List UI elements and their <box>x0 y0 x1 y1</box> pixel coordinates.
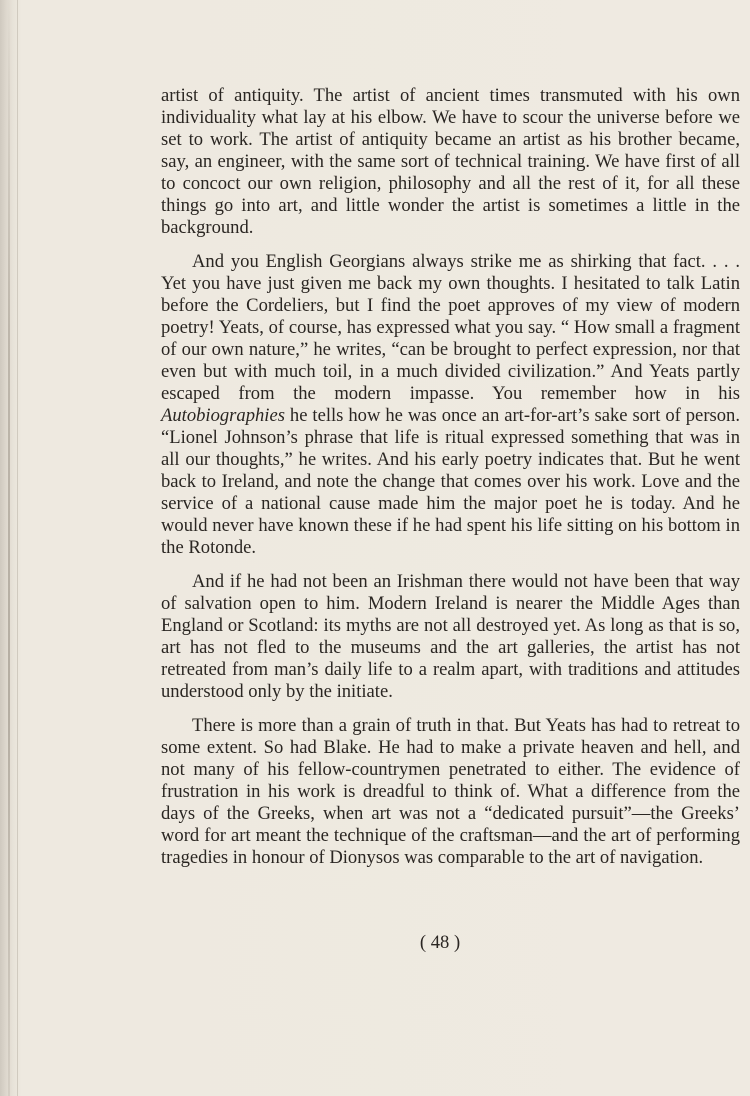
paragraph-4 <box>161 715 740 869</box>
body-text <box>161 85 740 881</box>
paragraph-2-text-a: And you English Georgians always strike me as shirking that fact. . . . Yet you have just given me back my own thoughts. I hesitated to talk Latin before the Cordeliers, but I find the poet approves of my view of modern poetry! Yeats, of course, has expressed what you say. “ How small a fragment of our own nature,” he writes, “can be brought to perfect expression, nor that even but with much toil, in a much divided civilization.” And Yeats partly escaped from the modern impasse. You remember how in his <box>161 251 740 404</box>
paragraph-1 <box>161 85 740 239</box>
paragraph-3-text: And if he had not been an Irishman there would not have been that way of salvation open to him. Modern Ireland is nearer the Middle Ages than England or Scotland: its myths are not all destroyed yet. As long as that is so, art has not fled to the museums and the art galleries, the artist has not retreated from man’s daily life to a realm apart, with traditions and attitudes understood only by the initiate. <box>161 571 740 702</box>
book-title-autobiographies: Autobiographies <box>161 405 285 426</box>
page-number: ( 48 ) <box>419 932 461 953</box>
paragraph-4-text: There is more than a grain of truth in that. But Yeats has had to retreat to some extent. So had Blake. He had to make a private heaven and hell, and not many of his fellow-countrymen penetrated to either. The evidence of frustration in his work is dreadful to think of. What a difference from the days of the Greeks, when art was not a “dedicated pursuit”—the Greeks’ word for art meant the technique of the craftsman—and the art of performing tragedies in honour of Dionysos was comparable to the art of navigation. <box>161 715 740 868</box>
paragraph-3 <box>161 571 740 703</box>
paragraph-2 <box>161 251 740 559</box>
paragraph-2-text-b: he tells how he was once an art-for-art’s sake sort of person. “Lionel Johnson’s phrase that life is ritual expressed something that was in all our thoughts,” he writes. And his early poetry indicates that. But he went back to Ireland, and note the change that comes over his work. Love and the service of a national cause made him the major poet he is today. And he would never have known these if he had spent his life sitting on his bottom in the Rotonde. <box>161 405 740 558</box>
paragraph-1-text: artist of antiquity. The artist of ancient times transmuted with his own individuality what lay at his elbow. We have to scour the universe before we set to work. The artist of antiquity became an artist as his brother became, say, an engineer, with the same sort of technical training. We have first of all to concoct our own religion, philosophy and all the rest of it, for all these things go into art, and little wonder the artist is sometimes a little in the background. <box>161 85 740 238</box>
